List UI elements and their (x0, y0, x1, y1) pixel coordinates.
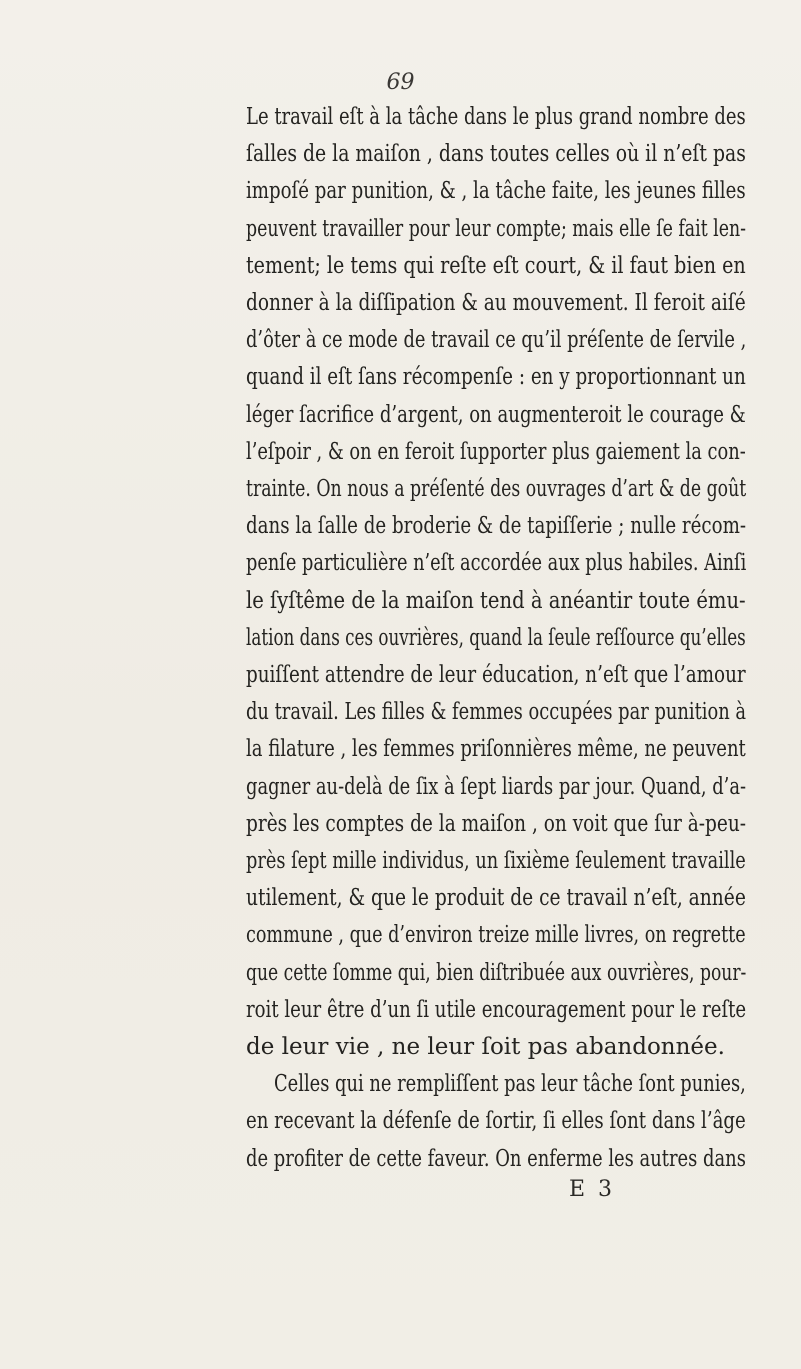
text-line: d’ôter à ce mode de travail ce qu’il préſente de ſervile , (246, 327, 747, 354)
text-line: Celles qui ne rempliſſent pas leur tâche ſont punies, (274, 1071, 746, 1098)
text-line: lation dans ces ouvrières, quand la ſeule reſſource qu’elles (246, 624, 746, 651)
text-line: près les comptes de la maiſon , on voit que ſur à-peu- (246, 810, 747, 837)
text-line: gagner au-delà de ſix à ſept liards par jour. Quand, d’a- (246, 773, 747, 800)
text-line: en recevant la défenſe de ſortir, ſi elles ſont dans l’âge (246, 1108, 746, 1135)
page-number: 69 (386, 70, 415, 95)
text-line: tement; le tems qui reſte eſt court, & il faut bien en (246, 252, 746, 279)
text-line: l’eſpoir , & on en feroit ſupporter plus gaiement la con- (246, 438, 746, 465)
text-line: dans la ſalle de broderie & de tapiſſerie ; nulle récom- (246, 513, 747, 540)
text-line: ſalles de la maiſon , dans toutes celles où il n’eſt pas (246, 141, 746, 168)
text-line: près ſept mille individus, un ſixième ſeulement travaille (246, 848, 746, 874)
text-line: de leur vie , ne leur ſoit pas abandonnée. (246, 1034, 725, 1060)
text-line: du travail. Les filles & femmes occupées par punition à (246, 699, 747, 726)
text-line: que cette ſomme qui, bien diſtribuée aux ouvrières, pour- (246, 959, 747, 986)
printer-signature-mark: E 3 (569, 1177, 616, 1202)
text-line: impoſé par punition, & , la tâche faite, les jeunes filles (246, 178, 746, 205)
text-line: peuvent travailler pour leur compte; mais elle ſe fait len- (246, 215, 747, 242)
text-line: de profiter de cette faveur. On enferme les autres dans (246, 1145, 746, 1172)
text-line: Le travail eſt à la tâche dans le plus grand nombre des (246, 104, 746, 130)
text-line: léger ſacrifice d’argent, on augmenteroit le courage & (246, 401, 746, 428)
text-line: la filature , les femmes priſonnières même, ne peuvent (246, 736, 746, 763)
text-line: quand il eſt ſans récompenſe : en y proportionnant un (246, 364, 746, 391)
text-line: le ſyſtême de la maiſon tend à anéantir toute ému- (246, 587, 746, 614)
text-line: puiſſent attendre de leur éducation, n’eſt que l’amour (246, 662, 746, 688)
text-line: donner à la diſſipation & au mouvement. Il feroit aiſé (246, 290, 746, 316)
text-line: penſe particulière n’eſt accordée aux plus habiles. Ainſi (246, 550, 747, 577)
text-line: roit leur être d’un ſi utile encouragement pour le reſte (246, 996, 747, 1023)
text-line: trainte. On nous a préſenté des ouvrages d’art & de goût (246, 476, 747, 502)
text-line: utilement, & que le produit de ce travail n’eſt, année (246, 885, 746, 912)
text-line: commune , que d’environ treize mille livres, on regrette (246, 922, 746, 949)
